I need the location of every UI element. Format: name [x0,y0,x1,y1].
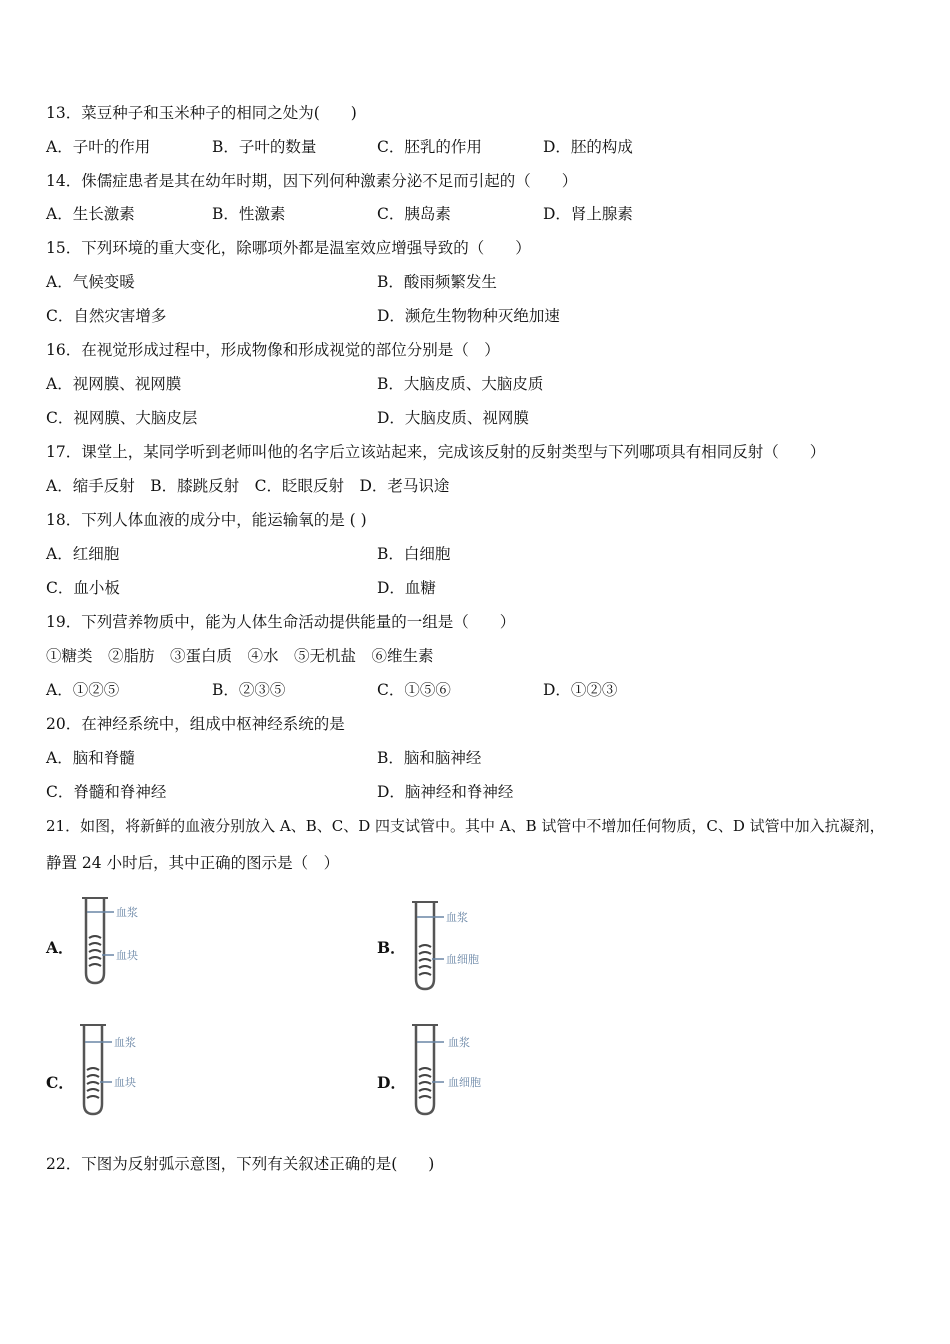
question-18-option-a: A．红细胞 [46,545,120,563]
tube-a-letter: A． [46,938,74,957]
tube-c-figure [74,1020,164,1122]
question-14-option-d: D．肾上腺素 [543,205,633,223]
question-15-option-c: C．自然灾害增多 [46,307,167,325]
tube-c-bottom-label: 血块 [114,1076,136,1089]
question-15-stem: 15．下列环境的重大变化，除哪项外都是温室效应增强导致的（ ） [46,239,531,257]
tube-c-letter: C． [46,1073,74,1092]
question-15-option-b: B．酸雨频繁发生 [377,273,497,291]
question-19-option-d: D．①②③ [543,681,618,699]
question-18-option-b: B．白细胞 [377,545,451,563]
question-13-option-d: D．胚的构成 [543,138,633,156]
question-22-stem: 22．下图为反射弧示意图，下列有关叙述正确的是( ) [46,1155,435,1173]
question-21-stem-line2: 静置 24 小时后，其中正确的图示是（ ） [46,854,340,872]
question-16-option-d: D．大脑皮质、视网膜 [377,409,529,427]
question-14-stem: 14．侏儒症患者是其在幼年时期，因下列何种激素分泌不足而引起的（ ） [46,172,578,190]
question-20-option-b: B．脑和脑神经 [377,749,482,767]
question-13-option-b: B．子叶的数量 [212,138,317,156]
tube-d-bottom-label: 血细胞 [448,1076,481,1089]
question-19-option-b: B．②③⑤ [212,681,286,699]
question-14-option-a: A．生长激素 [46,205,135,223]
question-15-option-a: A．气候变暖 [46,273,135,291]
question-16-option-c: C．视网膜、大脑皮层 [46,409,198,427]
question-18-option-c: C．血小板 [46,579,120,597]
question-20-stem: 20．在神经系统中，组成中枢神经系统的是 [46,715,345,733]
question-20-option-c: C．脊髓和脊神经 [46,783,167,801]
question-17-stem: 17．课堂上，某同学听到老师叫他的名字后立该站起来，完成该反射的反射类型与下列哪项具有相同反射（ ） [46,443,826,461]
tube-a-top-label: 血浆 [116,906,138,919]
question-20-option-a: A．脑和脊髓 [46,749,135,767]
tube-c-top-label: 血浆 [114,1036,136,1049]
question-13-option-a: A．子叶的作用 [46,138,151,156]
tube-a-figure [76,893,166,992]
question-18-stem: 18．下列人体血液的成分中，能运输氧的是 ( ) [46,511,367,529]
question-14-option-b: B．性激素 [212,205,286,223]
question-19-stem: 19．下列营养物质中，能为人体生命活动提供能量的一组是（ ） [46,613,516,631]
question-19-option-c: C．①⑤⑥ [377,681,451,699]
question-16-option-b: B．大脑皮质、大脑皮质 [377,375,544,393]
tube-d-figure [406,1020,506,1122]
tube-d-top-label: 血浆 [448,1036,470,1049]
question-13-option-c: C．胚乳的作用 [377,138,482,156]
tube-b-figure [406,897,506,996]
question-14-option-c: C．胰岛素 [377,205,451,223]
tube-a-bottom-label: 血块 [116,949,138,962]
question-16-option-a: A．视网膜、视网膜 [46,375,182,393]
tube-d-letter: D． [377,1073,406,1092]
question-15-option-d: D．濒危生物物种灭绝加速 [377,307,560,325]
question-21-stem-line1: 21．如图，将新鲜的血液分别放入 A、B、C、D 四支试管中。其中 A、B 试管中不增加任何物质，C、D 试管中加入抗凝剂， [46,817,885,835]
question-18-option-d: D．血糖 [377,579,436,597]
tube-b-top-label: 血浆 [446,911,468,924]
question-16-stem: 16．在视觉形成过程中，形成物像和形成视觉的部位分别是（ ） [46,341,500,359]
tube-b-letter: B． [377,938,406,957]
question-20-option-d: D．脑神经和脊神经 [377,783,514,801]
question-19-items: ①糖类 ②脂肪 ③蛋白质 ④水 ⑤无机盐 ⑥维生素 [46,647,434,665]
question-13-stem: 13．菜豆种子和玉米种子的相同之处为( ) [46,104,357,122]
tube-b-bottom-label: 血细胞 [446,953,479,966]
question-17-options: A．缩手反射 B．膝跳反射 C．眨眼反射 D．老马识途 [46,477,450,495]
question-19-option-a: A．①②⑤ [46,681,120,699]
